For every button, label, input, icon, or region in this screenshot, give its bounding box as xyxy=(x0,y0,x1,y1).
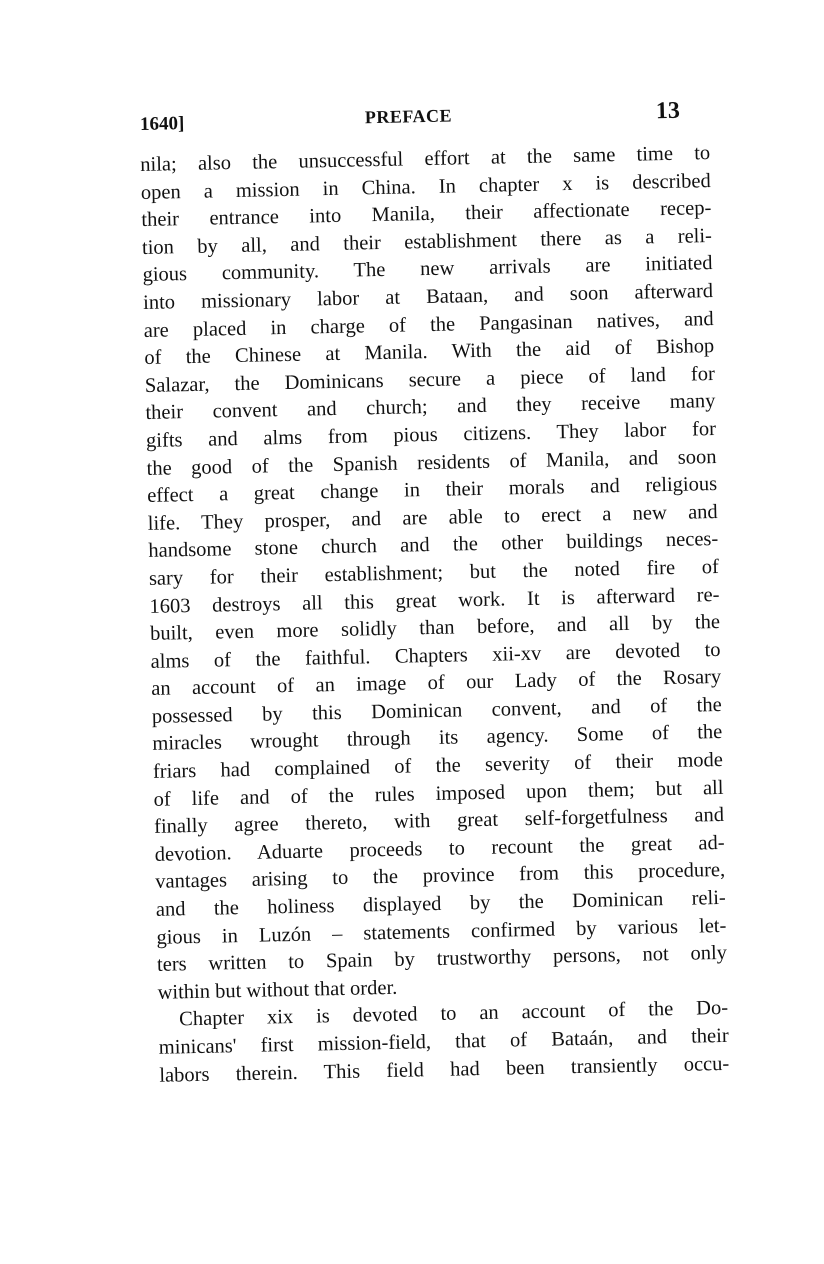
text-line: gious in Luzón – statements confirmed by various let- xyxy=(156,914,727,949)
text-line: an account of an image of our Lady of the Rosary xyxy=(151,666,722,701)
text-line: tion by all, and their establishment there as a reli- xyxy=(141,224,713,259)
text-line: their convent and church; and they receive many xyxy=(145,390,716,425)
page-number: 13 xyxy=(655,97,681,125)
text-line: miracles wrought through its agency. Some of the xyxy=(152,721,723,756)
text-line: of the Chinese at Manila. With the aid of Bishop xyxy=(144,335,715,370)
text-line: into missionary labor at Bataan, and soon afterward xyxy=(142,280,714,314)
text-line: friars had complained of the severity of their mode xyxy=(152,748,724,783)
text-line: labors therein. This field had been transiently occu- xyxy=(159,1052,730,1087)
text-line: handsome stone church and the other buildings neces- xyxy=(148,528,719,563)
text-line: ters written to Spain by trustworthy persons, not only xyxy=(156,942,728,977)
running-header xyxy=(139,97,681,140)
body-text xyxy=(140,140,730,1090)
text-line: minicans' first mission-field, that of Bataán, and their xyxy=(158,1024,729,1059)
text-line: alms of the faithful. Chapters xii-xv are devoted to xyxy=(150,638,721,673)
text-line: vantages arising to the province from this procedure, xyxy=(155,859,726,894)
text-line: and the holiness displayed by the Dominican reli- xyxy=(155,886,726,921)
text-line: gious community. The new arrivals are initiated xyxy=(142,252,713,287)
text-line: are placed in charge of the Pangasinan natives, and xyxy=(143,307,714,342)
text-line: open a mission in China. In chapter x is described xyxy=(140,169,711,204)
text-line: their entrance into Manila, their affectionate recep- xyxy=(141,197,712,232)
text-line: gifts and alms from pious citizens. They labor for xyxy=(145,417,717,452)
running-header-title: PREFACE xyxy=(364,105,453,128)
text-line: 1603 destroys all this great work. It is afterward re- xyxy=(149,583,720,618)
text-line: the good of the Spanish residents of Manila, and soon xyxy=(146,445,717,480)
text-line: of life and of the rules imposed upon them; but all xyxy=(153,776,724,811)
text-line: possessed by this Dominican convent, and of the xyxy=(151,693,722,728)
text-line: built, even more solidly than before, and all by the xyxy=(149,611,721,645)
text-line: nila; also the unsuccessful effort at the same time to xyxy=(140,142,711,176)
text-line: finally agree thereto, with great self-forgetfulness and xyxy=(153,804,725,839)
text-line: effect a great change in their morals and religious xyxy=(146,473,718,508)
text-line: life. They prosper, and are able to erect a new and xyxy=(147,500,718,535)
paragraph-start-line: Chapter xix is devoted to an account of the Do- xyxy=(178,997,729,1031)
running-header-year: 1640] xyxy=(139,113,185,135)
text-line: Salazar, the Dominicans secure a piece of land for xyxy=(144,362,716,397)
paragraph-end-line: within but without that order. xyxy=(157,976,398,1004)
text-line: devotion. Aduarte proceeds to recount the great ad- xyxy=(154,831,725,866)
text-line: sary for their establishment; but the noted fire of xyxy=(148,555,720,590)
